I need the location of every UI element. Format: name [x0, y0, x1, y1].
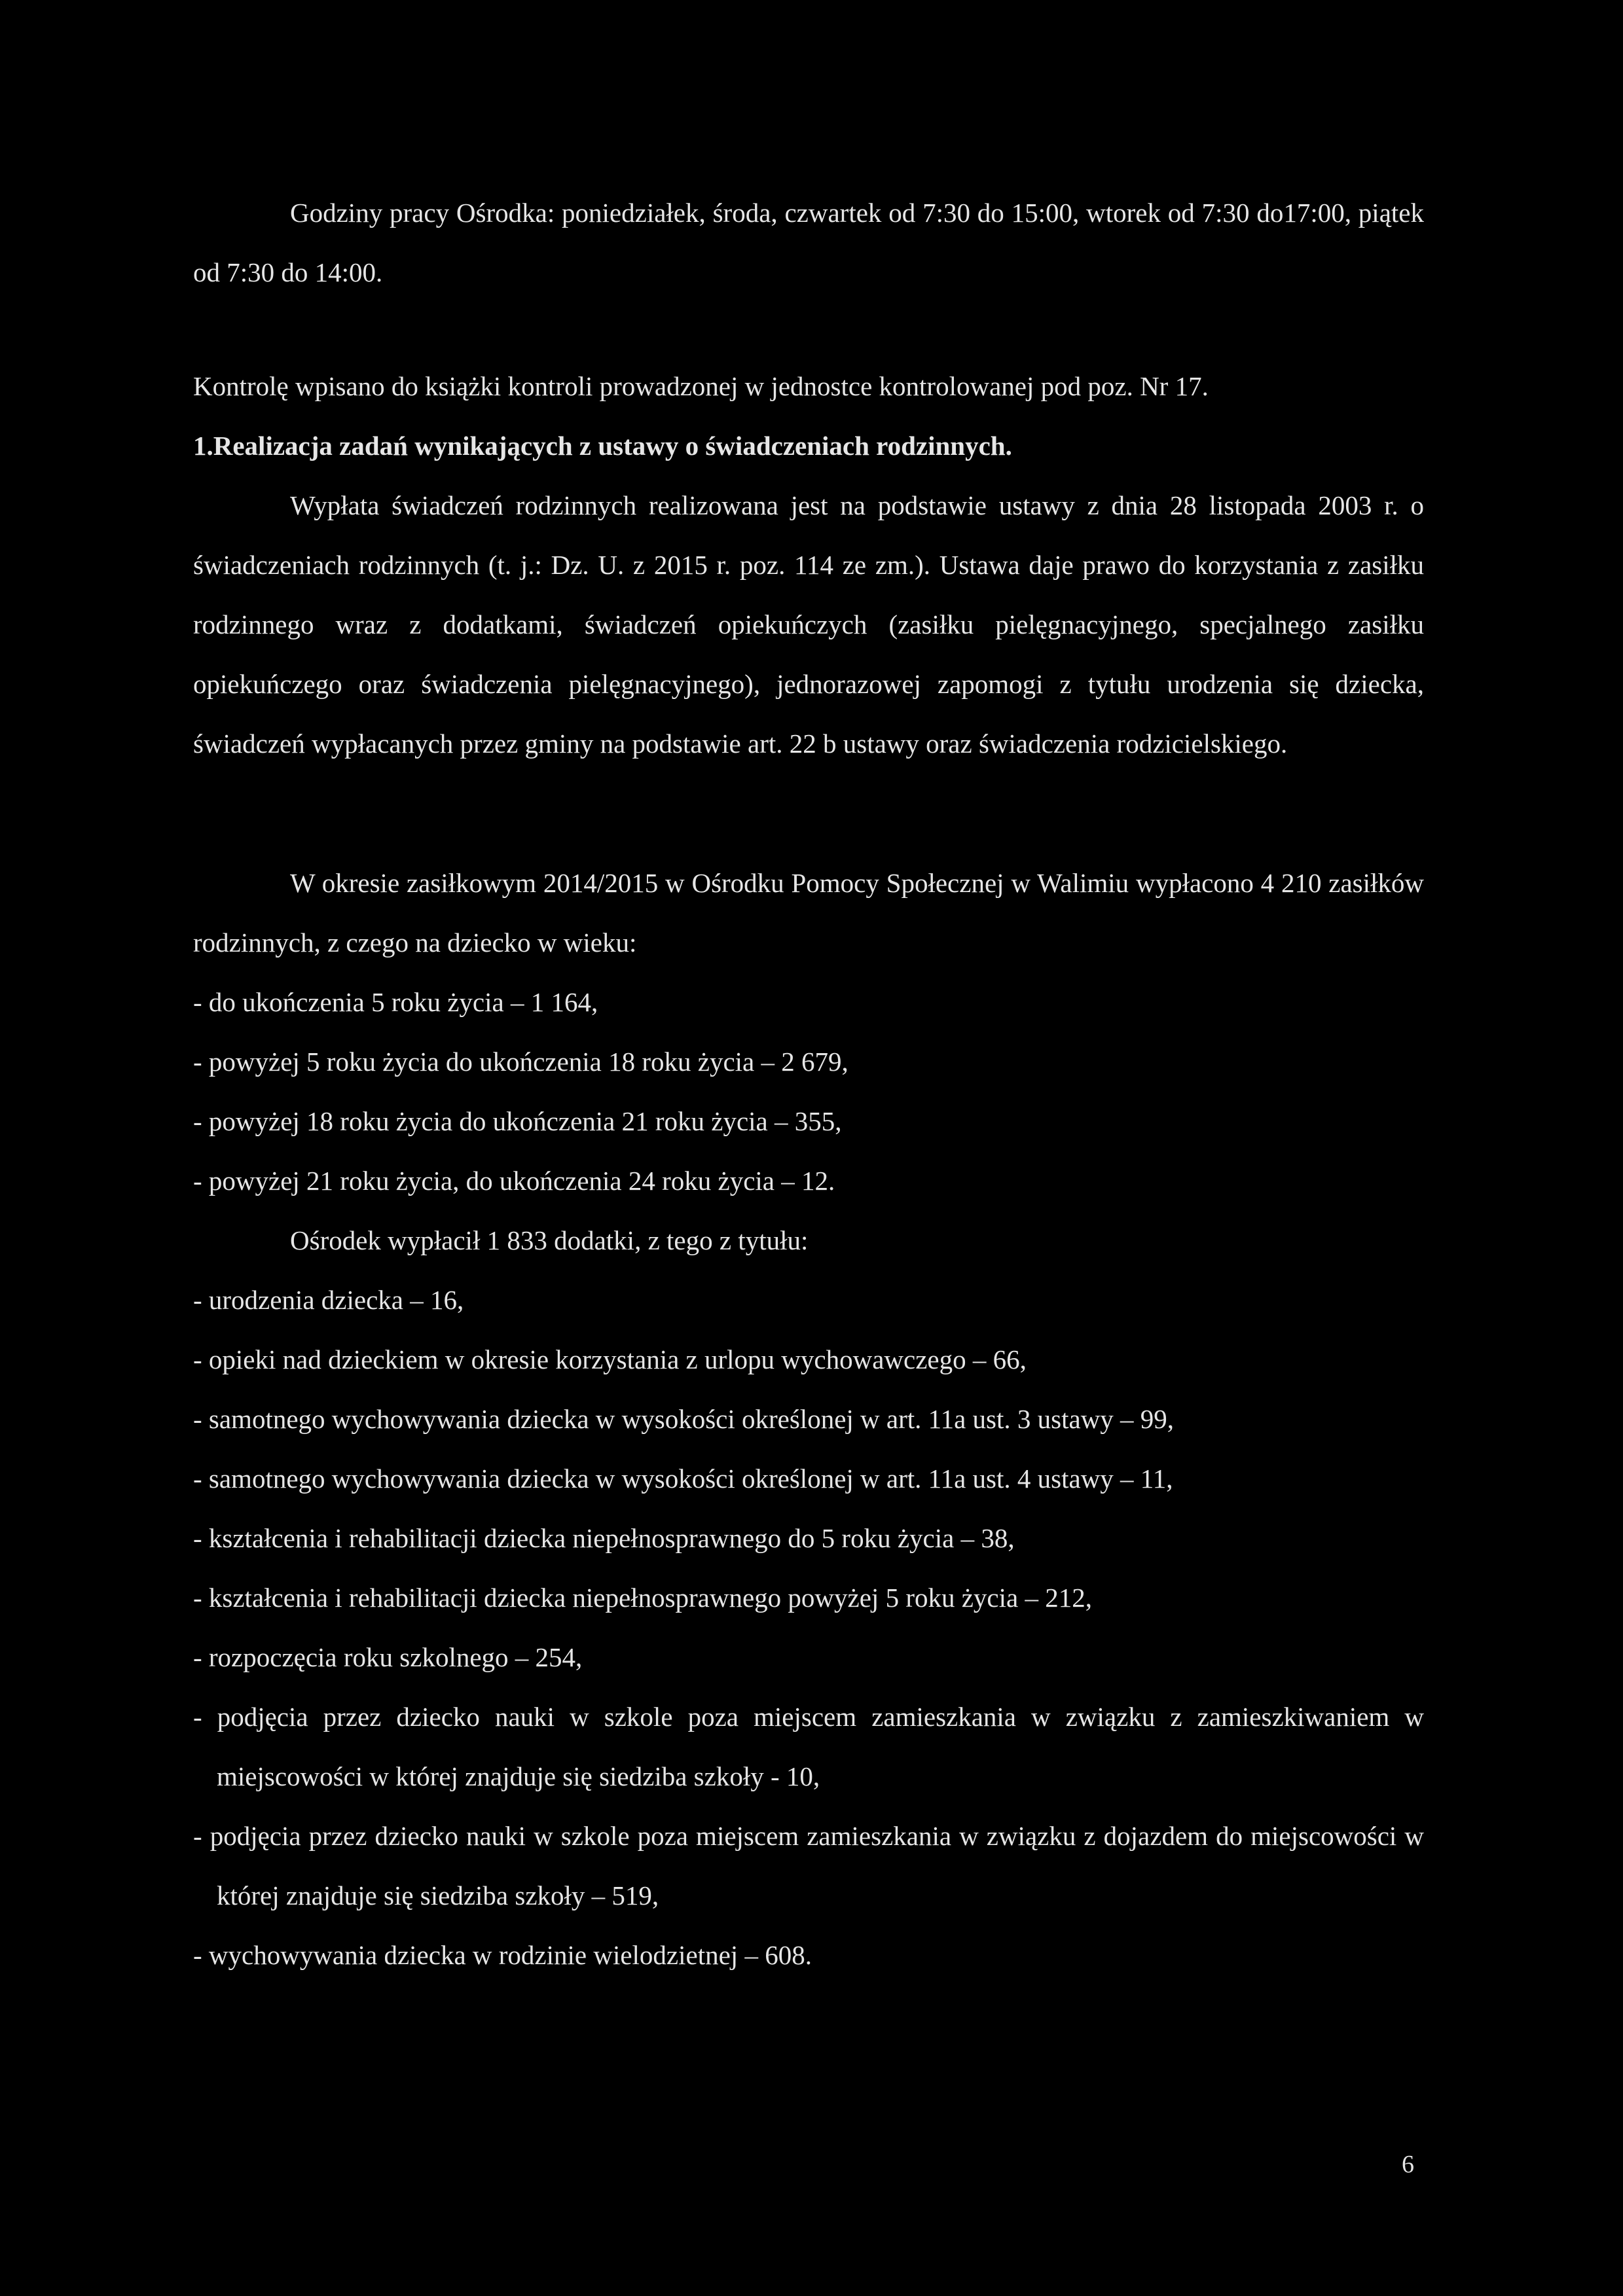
section-heading: 1.Realizacja zadań wynikających z ustawy o świadczeniach rodzinnych. — [193, 431, 1012, 461]
legal-basis-paragraph: Wypłata świadczeń rodzinnych realizowana jest na podstawie ustawy z dnia 28 listopada 2003 r. o świadczeniach rodzinnych (t. j.: Dz. U. z 2015 r. poz. 114 ze zm.). Ustawa daje prawo do korzystania z zasiłku rodzinnego wraz z dodatkami, świadczeń opiekuńczych (zasiłku pielęgnacyjnego, specjalnego zasiłku opiekuńczego oraz świadczenia pielęgnacyjnego), jednorazowej zapomogi z tytułu urodzenia się dziecka, świadczeń wypłacanych przez gminy na podstawie art. 22 b ustawy oraz świadczenia rodzicielskiego. — [193, 490, 1424, 759]
list-item: - samotnego wychowywania dziecka w wysokości określonej w art. 11a ust. 3 ustawy – 99, — [193, 1404, 1175, 1434]
list-item: - powyżej 21 roku życia, do ukończenia 24 roku życia – 12. — [193, 1166, 835, 1196]
age-breakdown-list — [193, 973, 1424, 1211]
control-entry-paragraph: Kontrolę wpisano do książki kontroli prowadzonej w jednostce kontrolowanej pod poz. Nr 17. — [193, 371, 1209, 401]
page-number: 6 — [1402, 2151, 1414, 2178]
supplements-intro-paragraph: Ośrodek wypłacił 1 833 dodatki, z tego z tytułu: — [290, 1225, 809, 1255]
list-item: - podjęcia przez dziecko nauki w szkole poza miejscem zamieszkania w związku z dojazdem do miejscowości w której znajduje się siedziba szkoły – 519, — [193, 1821, 1424, 1910]
list-item: - powyżej 5 roku życia do ukończenia 18 roku życia – 2 679, — [193, 1047, 848, 1077]
list-item: - samotnego wychowywania dziecka w wysokości określonej w art. 11a ust. 4 ustawy – 11, — [193, 1463, 1173, 1494]
supplements-list — [193, 1270, 1424, 1985]
list-item: - urodzenia dziecka – 16, — [193, 1285, 464, 1315]
list-item: - wychowywania dziecka w rodzinie wielodzietnej – 608. — [193, 1940, 812, 1970]
paragraph-spacer — [193, 302, 1424, 357]
list-item: - do ukończenia 5 roku życia – 1 164, — [193, 987, 598, 1017]
paragraph-spacer — [193, 774, 1424, 853]
list-item: - opieki nad dzieckiem w okresie korzystania z urlopu wychowawczego – 66, — [193, 1344, 1027, 1374]
list-item: - rozpoczęcia roku szkolnego – 254, — [193, 1642, 583, 1672]
office-hours-paragraph: Godziny pracy Ośrodka: poniedziałek, środa, czwartek od 7:30 do 15:00, wtorek od 7:30 do17:00, piątek od 7:30 do 14:00. — [193, 198, 1424, 287]
list-item: - kształcenia i rehabilitacji dziecka niepełnosprawnego powyżej 5 roku życia – 212, — [193, 1583, 1092, 1613]
document-body — [193, 183, 1424, 1985]
benefit-period-paragraph: W okresie zasiłkowym 2014/2015 w Ośrodku Pomocy Społecznej w Walimiu wypłacono 4 210 zasiłków rodzinnych, z czego na dziecko w wieku: — [193, 868, 1424, 958]
list-item: - podjęcia przez dziecko nauki w szkole poza miejscem zamieszkania w związku z zamieszkiwaniem w miejscowości w której znajduje się siedziba szkoły - 10, — [193, 1702, 1424, 1791]
list-item: - kształcenia i rehabilitacji dziecka niepełnosprawnego do 5 roku życia – 38, — [193, 1523, 1015, 1553]
list-item: - powyżej 18 roku życia do ukończenia 21 roku życia – 355, — [193, 1106, 842, 1136]
